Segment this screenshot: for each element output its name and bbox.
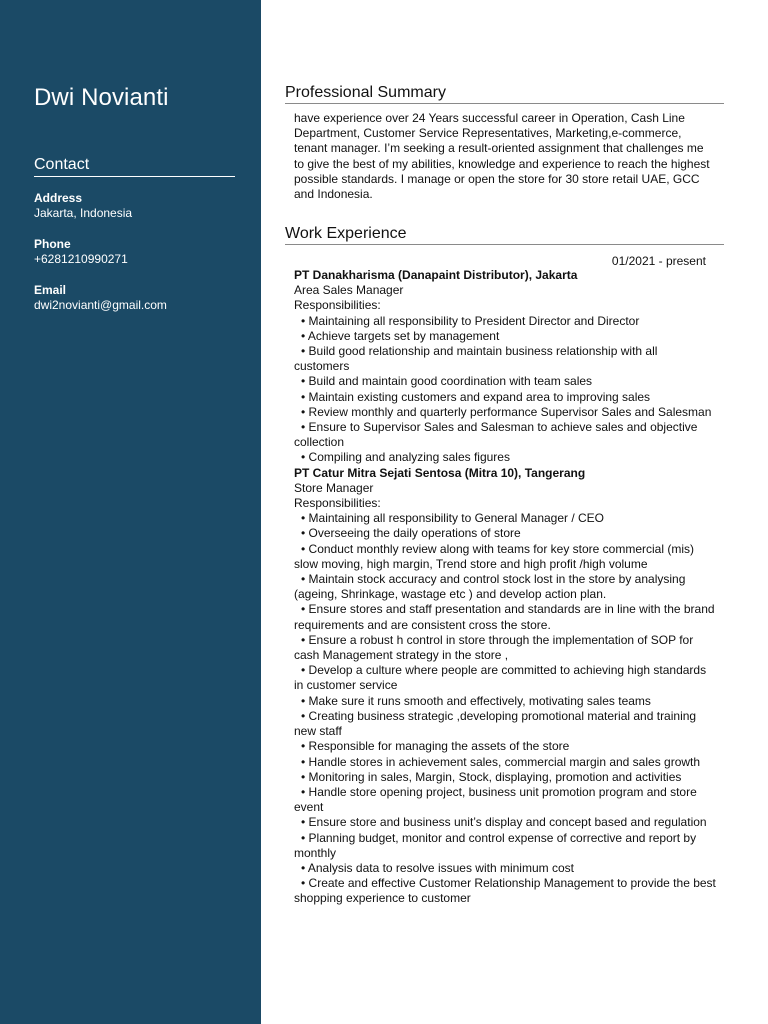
- responsibility-item: • Maintain stock accuracy and control stock lost in the store by analysing (ageing, Shrinkage, wastage etc ) and develop action plan.: [294, 572, 686, 602]
- responsibility-item: • Maintain existing customers and expand area to improving sales: [301, 389, 651, 404]
- phone-label: Phone: [34, 237, 71, 251]
- professional-summary-text: have experience over 24 Years successful career in Operation, Cash Line Department, Customer Service Representatives, Marketing,e-commerce, tenant manager. I’m seeking a result-oriented assignment that challenges me to give the best of my abilities, knowledge and experience to reach the highest possible standards. I manage or open the store for 30 store retail UAE, GCC and Indonesia.: [294, 111, 710, 202]
- responsibility-item: • Ensure to Supervisor Sales and Salesman to achieve sales and objective collection: [294, 420, 698, 450]
- responsibility-item: • Develop a culture where people are committed to achieving high standards in customer service: [294, 663, 707, 693]
- responsibility-item: • Monitoring in sales, Margin, Stock, displaying, promotion and activities: [301, 769, 682, 784]
- professional-summary-heading: Professional Summary: [285, 84, 724, 104]
- candidate-name: Dwi Novianti: [34, 84, 169, 111]
- responsibility-item: • Handle stores in achievement sales, commercial margin and sales growth: [301, 754, 701, 769]
- email-label: Email: [34, 283, 67, 297]
- sidebar: [0, 0, 261, 1024]
- responsibility-item: • Maintaining all responsibility to General Manager / CEO: [301, 511, 605, 526]
- responsibility-item: • Ensure store and business unit’s display and concept based and regulation: [301, 815, 707, 830]
- responsibility-item: • Review monthly and quarterly performance Supervisor Sales and Salesman: [301, 404, 712, 419]
- responsibility-item: • Ensure stores and staff presentation and standards are in line with the brand requirements and are consistent cross the store.: [294, 602, 715, 632]
- job-entry: [294, 466, 716, 907]
- responsibility-item: • Make sure it runs smooth and effectively, motivating sales teams: [301, 693, 651, 708]
- responsibility-item: • Build and maintain good coordination with team sales: [301, 374, 593, 389]
- responsibility-item: • Creating business strategic ,developing promotional material and training new staff: [294, 708, 697, 739]
- responsibility-item: • Achieve targets set by management: [301, 328, 500, 343]
- responsibilities-label: Responsibilities:: [294, 298, 381, 313]
- address-label: Address: [34, 191, 83, 205]
- responsibility-item: • Compiling and analyzing sales figures: [301, 450, 510, 465]
- responsibility-item: • Planning budget, monitor and control expense of corrective and report by monthly: [294, 830, 697, 860]
- phone-value: +6281210990271: [34, 252, 128, 266]
- contact-heading: Contact: [34, 156, 235, 177]
- responsibility-item: • Responsible for managing the assets of the store: [301, 739, 570, 754]
- job-title: Area Sales Manager: [294, 283, 404, 298]
- responsibility-item: • Ensure a robust h control in store through the implementation of SOP for cash Management strategy in the store ,: [294, 632, 694, 663]
- responsibility-item: • Analysis data to resolve issues with minimum cost: [301, 860, 574, 875]
- phone-block: [34, 237, 249, 267]
- responsibility-item: • Overseeing the daily operations of store: [301, 526, 521, 541]
- email-block: [34, 283, 249, 313]
- responsibility-item: • Handle store opening project, business unit promotion program and store event: [294, 784, 697, 815]
- responsibility-item: • Create and effective Customer Relationship Management to provide the best shopping experience to customer: [294, 876, 716, 906]
- work-experience-heading: Work Experience: [285, 225, 724, 245]
- job-entry: [294, 268, 716, 466]
- address-value: Jakarta, Indonesia: [34, 206, 133, 220]
- address-block: [34, 191, 249, 221]
- employment-dates: 01/2021 - present: [611, 254, 706, 268]
- job-list: [294, 268, 716, 907]
- company-name: PT Catur Mitra Sejati Sentosa (Mitra 10), Tangerang: [294, 465, 586, 480]
- company-name: PT Danakharisma (Danapaint Distributor), Jakarta: [294, 268, 578, 282]
- responsibility-item: • Maintaining all responsibility to President Director and Director: [301, 313, 640, 328]
- responsibility-item: • Build good relationship and maintain business relationship with all customers: [294, 344, 658, 374]
- responsibilities-label: Responsibilities:: [294, 496, 381, 511]
- email-value: dwi2novianti@gmail.com: [34, 298, 167, 312]
- job-title: Store Manager: [294, 480, 374, 495]
- responsibility-item: • Conduct monthly review along with teams for key store commercial (mis) slow moving, high margin, Trend store and high profit /high volume: [294, 541, 694, 571]
